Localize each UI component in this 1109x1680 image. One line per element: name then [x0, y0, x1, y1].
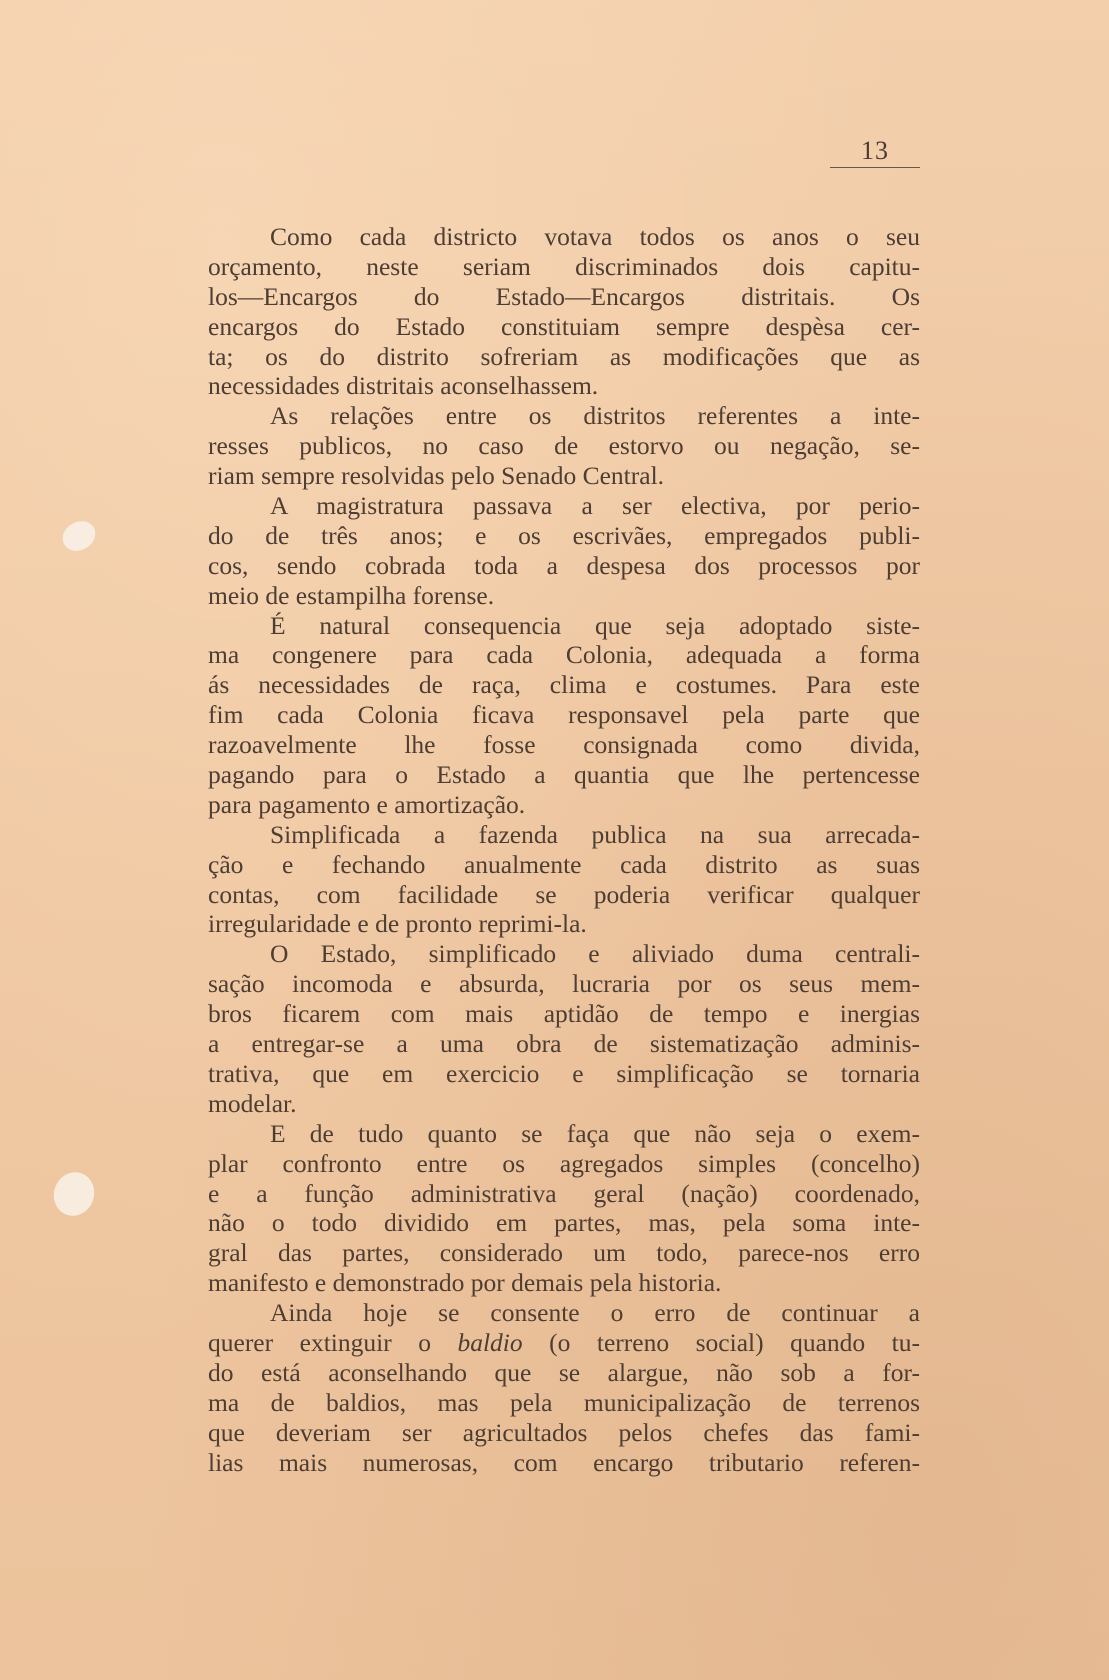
text-line: Ainda hoje se consente o erro de continuar a [270, 1298, 920, 1328]
text-line: fim cada Colonia ficava responsavel pela parte que [208, 700, 920, 730]
text-line: modelar. [208, 1088, 297, 1118]
text-line: A magistratura passava a ser electiva, por perio- [270, 491, 920, 521]
text-line: não o todo dividido em partes, mas, pela soma inte- [208, 1208, 920, 1238]
text-line: bros ficarem com mais aptidão de tempo e inergias [208, 999, 920, 1029]
text-line: que deveriam ser agricultados pelos chefes das fami- [208, 1417, 920, 1447]
text-line: trativa, que em exercicio e simplificação se tornaria [208, 1058, 920, 1088]
text-line: manifesto e demonstrado por demais pela historia. [208, 1268, 722, 1298]
text-line: do de três anos; e os escrivães, empregados publi- [208, 520, 920, 550]
text-line: lias mais numerosas, com encargo tributario referen- [208, 1447, 920, 1477]
text-segment: (o terreno social) quando tu- [522, 1327, 921, 1357]
text-line: para pagamento e amortização. [208, 789, 526, 819]
text-line: ta; os do distrito sofreriam as modificações que as [208, 341, 920, 371]
paper-stain [57, 515, 100, 556]
paper-stain [48, 1166, 101, 1221]
text-line: riam sempre resolvidas pelo Senado Central. [208, 461, 665, 491]
page-number-rule [830, 167, 920, 168]
italic-word: baldio [457, 1327, 523, 1357]
text-line: As relações entre os distritos referentes a inte- [270, 401, 920, 431]
text-line: ma de baldios, mas pela municipalização de terrenos [208, 1387, 920, 1417]
text-line: gral das partes, considerado um todo, parece-nos erro [208, 1238, 920, 1268]
page-number: 13 [861, 136, 889, 165]
text-line: meio de estampilha forense. [208, 580, 495, 610]
text-line: contas, com facilidade se poderia verificar qualquer [208, 879, 920, 909]
text-line: los—Encargos do Estado—Encargos distritais. Os [208, 281, 920, 311]
text-line: encargos do Estado constituiam sempre despèsa cer- [208, 311, 920, 341]
body-text [208, 222, 920, 1477]
text-line: pagando para o Estado a quantia que lhe pertencesse [208, 760, 920, 790]
text-line: e a função administrativa geral (nação) coordenado, [208, 1178, 920, 1208]
text-line: razoavelmente lhe fosse consignada como divida, [208, 730, 920, 760]
text-line: E de tudo quanto se faça que não seja o exem- [270, 1118, 920, 1148]
text-line: ma congenere para cada Colonia, adequada a forma [208, 640, 920, 670]
text-line: É natural consequencia que seja adoptado siste- [270, 610, 920, 640]
text-line: Como cada districto votava todos os anos o seu [270, 222, 920, 251]
text-line: O Estado, simplificado e aliviado duma centrali- [270, 939, 920, 969]
text-line: cos, sendo cobrada toda a despesa dos processos por [208, 550, 920, 580]
text-line: Simplificada a fazenda publica na sua arrecada- [270, 819, 920, 849]
text-line: necessidades distritais aconselhassem. [208, 371, 599, 401]
text-line: orçamento, neste seriam discriminados dois capitu- [208, 251, 920, 281]
text-line: irregularidade e de pronto reprimi-la. [208, 909, 587, 939]
text-line: ção e fechando anualmente cada distrito as suas [208, 849, 920, 879]
text-line: resses publicos, no caso de estorvo ou negação, se- [208, 431, 920, 461]
text-line: a entregar-se a uma obra de sistematização adminis- [208, 1029, 920, 1059]
text-line: do está aconselhando que se alargue, não sob a for- [208, 1357, 920, 1387]
text-line: ás necessidades de raça, clima e costumes. Para este [208, 670, 920, 700]
text-line-with-italic [208, 1328, 920, 1358]
text-line: sação incomoda e absurda, lucraria por os seus mem- [208, 969, 920, 999]
text-line: plar confronto entre os agregados simples (concelho) [208, 1148, 920, 1178]
text-segment: querer extinguir o [208, 1327, 458, 1357]
